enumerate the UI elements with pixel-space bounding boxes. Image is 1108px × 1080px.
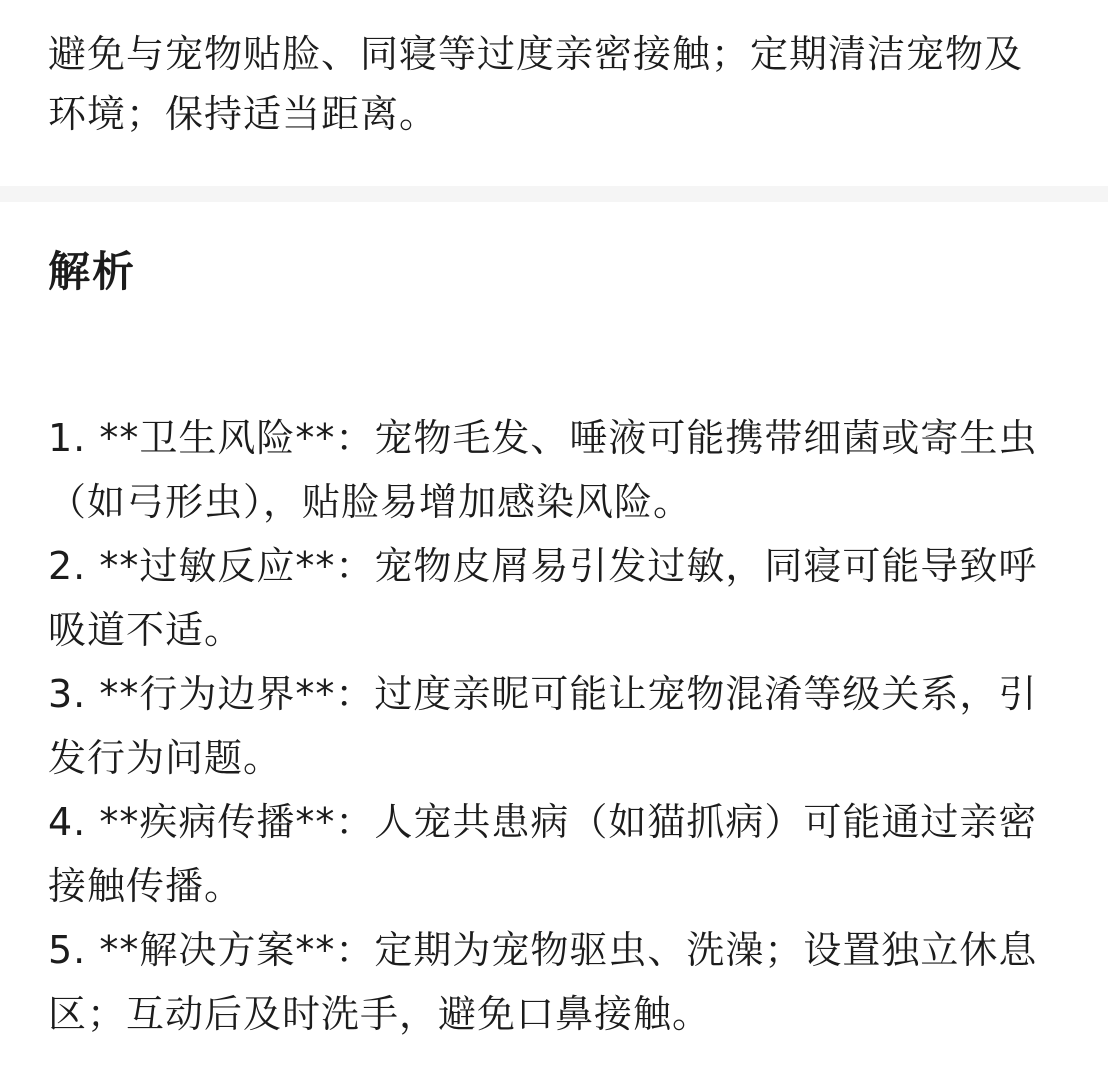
- analysis-point-allergy: 2. **过敏反应**：宠物皮屑易引发过敏，同寝可能导致呼吸道不适。: [48, 544, 1038, 652]
- analysis-point-disease: 4. **疾病传播**：人宠共患病（如猫抓病）可能通过亲密接触传播。: [48, 800, 1038, 908]
- answer-text: 避免与宠物贴脸、同寝等过度亲密接触；定期清洁宠物及环境；保持适当距离。: [48, 32, 1024, 136]
- analysis-point-behavior: 3. **行为边界**：过度亲昵可能让宠物混淆等级关系，引发行为问题。: [48, 672, 1038, 780]
- answer-section: [0, 0, 1108, 186]
- analysis-title: 解析: [48, 247, 137, 296]
- analysis-section: [0, 202, 1108, 1080]
- analysis-point-solution: 5. **解决方案**：定期为宠物驱虫、洗澡；设置独立休息区；互动后及时洗手，避免口鼻接触。: [48, 928, 1038, 1036]
- analysis-points-list: [48, 406, 1066, 1046]
- analysis-point-hygiene: 1. **卫生风险**：宠物毛发、唾液可能携带细菌或寄生虫（如弓形虫），贴脸易增加感染风险。: [48, 416, 1038, 524]
- section-divider: [0, 186, 1108, 202]
